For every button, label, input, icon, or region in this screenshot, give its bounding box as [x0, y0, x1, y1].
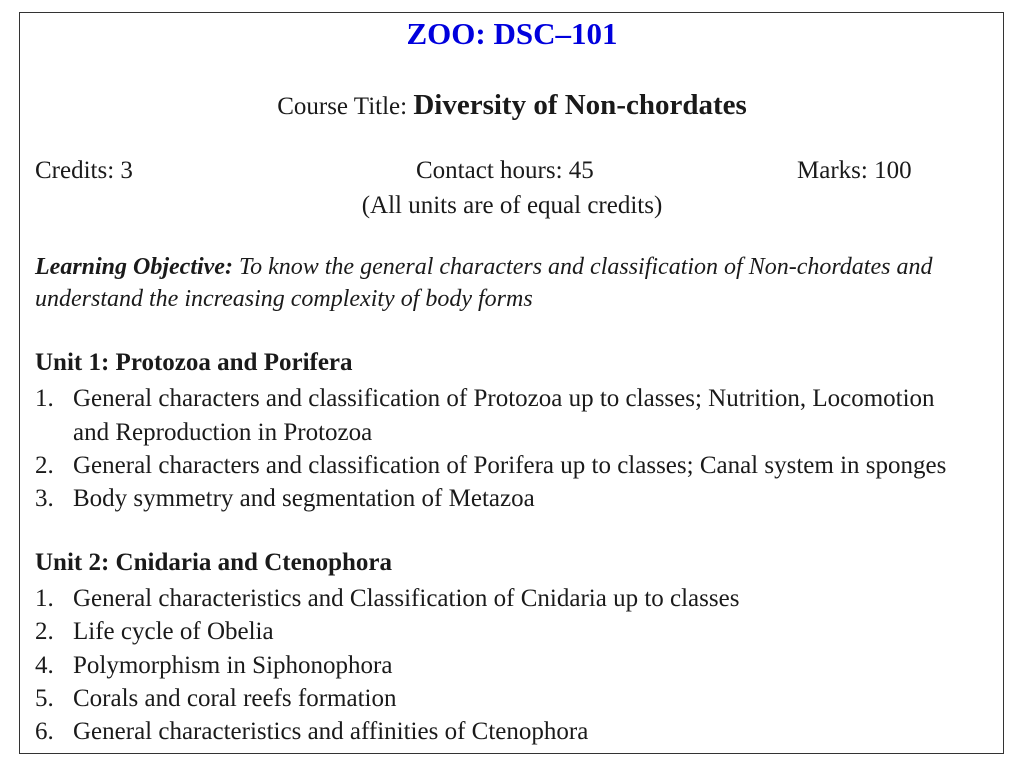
- item-number: 5.: [35, 685, 54, 712]
- objective-text-line2: understand the increasing complexity of body forms: [35, 286, 533, 312]
- objective-label: Learning Objective:: [35, 254, 233, 280]
- unit1-heading: Unit 1: Protozoa and Porifera: [35, 349, 353, 376]
- contact-hours: Contact hours: 45: [416, 157, 594, 184]
- item-text: General characteristics and affinities of Ctenophora: [73, 718, 589, 745]
- item-number: 3.: [35, 485, 54, 512]
- item-number: 1.: [35, 385, 54, 412]
- course-title: Diversity of Non-chordates: [413, 89, 747, 121]
- item-text: General characters and classification of Protozoa up to classes; Nutrition, Locomotion: [73, 385, 935, 412]
- item-text: General characters and classification of Porifera up to classes; Canal system in sponges: [73, 452, 947, 479]
- unit2-heading: Unit 2: Cnidaria and Ctenophora: [35, 549, 392, 576]
- item-number: 4.: [35, 652, 54, 679]
- marks: Marks: 100: [797, 157, 912, 184]
- list-item: [35, 685, 397, 713]
- list-item: [35, 585, 739, 613]
- item-text: Corals and coral reefs formation: [73, 685, 397, 712]
- list-item: [35, 718, 588, 746]
- units-note: (All units are of equal credits): [361, 192, 663, 219]
- course-title-line: [0, 89, 1024, 122]
- item-text: General characteristics and Classification of Cnidaria up to classes: [73, 585, 740, 612]
- item-text-continuation: and Reproduction in Protozoa: [73, 419, 373, 446]
- credits: Credits: 3: [35, 157, 133, 184]
- item-text: Life cycle of Obelia: [73, 618, 274, 645]
- list-item: [35, 385, 935, 413]
- list-item: [35, 452, 946, 480]
- course-code: ZOO: DSC–101: [406, 16, 618, 51]
- item-number: 2.: [35, 452, 54, 479]
- list-item: [35, 485, 535, 513]
- item-number: 2.: [35, 618, 54, 645]
- item-text: Polymorphism in Siphonophora: [73, 652, 393, 679]
- course-title-label: Course Title:: [277, 93, 408, 120]
- item-text: Body symmetry and segmentation of Metazoa: [73, 485, 535, 512]
- list-item: [35, 652, 392, 680]
- learning-objective: [35, 254, 995, 281]
- item-number: 1.: [35, 585, 54, 612]
- list-item: [35, 618, 274, 646]
- item-number: 6.: [35, 718, 54, 745]
- objective-text-line1: To know the general characters and classification of Non-chordates and: [232, 254, 933, 280]
